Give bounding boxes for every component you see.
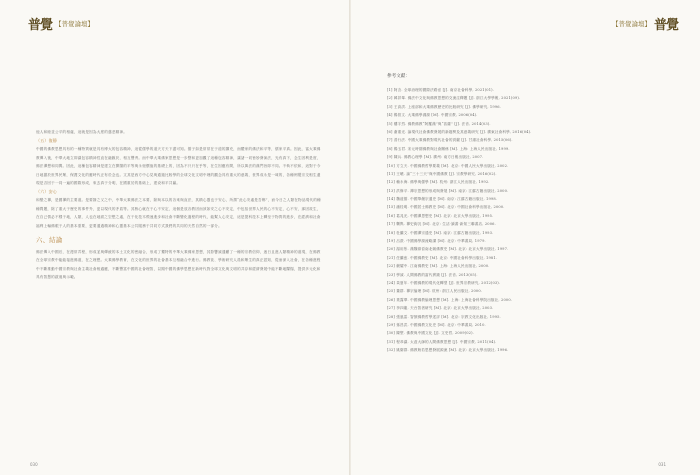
subsection-heading-6: （六）安心 bbox=[36, 189, 57, 195]
reference-item: [1] 阿含. 全球治理的國際法路徑 [J]. 南京社會科學, 2021(01). bbox=[387, 88, 494, 92]
reference-item: [21] 任繼愈. 中國佛教史 [M]. 北京: 中國社會科學出版社, 1981. bbox=[387, 255, 498, 260]
section-title-conclusion: 六、結論 bbox=[36, 236, 63, 245]
reference-item: [25] 董群. 禪宗倫理 [M]. 杭州: 浙江人民出版社, 2000. bbox=[387, 289, 483, 294]
column-tag: 【普覺論壇】 bbox=[55, 20, 95, 28]
reference-item: [20] 湯用彤. 漢魏兩晉南北朝佛教史 [M]. 北京: 北京大學出版社, 1997. bbox=[387, 247, 509, 252]
reference-item: [30] 陳堅. 佛教與中國文化 [J]. 文史哲, 2009(02). bbox=[387, 331, 474, 336]
brand-logo: 普覺 bbox=[28, 18, 53, 33]
reference-item: [29] 孫昌武. 中國佛教文化史 [M]. 北京: 中華書局, 2010. bbox=[387, 322, 486, 327]
page-number-right: 031 bbox=[658, 462, 666, 467]
reference-item: [2] 韓昇峯. 佛法中文化與佛教思想的交流注釋題 [J]. 浙江大學學報, 2021(09). bbox=[387, 96, 521, 101]
brand-logo: 普覺 bbox=[653, 18, 678, 33]
reference-item: [31] 程恭讓. 太虛大師的人間佛教思想 [J]. 中國宗教, 2011(04). bbox=[387, 339, 497, 344]
reference-item: [24] 黃夏年. 中國佛教的現代化轉型 [J]. 世界宗教研究, 2012(03). bbox=[387, 280, 501, 285]
right-page bbox=[351, 0, 700, 475]
reference-item: [9] 陳兵. 佛教心理學 [M]. 廣州: 南方日報出版社, 2007. bbox=[387, 155, 484, 160]
right-header-brand bbox=[612, 14, 678, 33]
body-paragraph: 中國的佛教思想具有的一種特質就是具有博大的包容精神，這從儒學的道天方天下盡可知。儒子如是常常在于道的擴充，而體家的佛法和平等，儒家平真。因此，當大乘佛教傳入後，中華大地立即讓包容精神性直在融匯於，相互豐秀。而中華大乘佛家思想是一步整和更加觀了這種包容精神，讓諸一切皆妙發演法，光有真下，念生因利是度，佛法禪想和同間。因此，這種包容精神是建立在開闊的平等與永恆價值的基礎上的，因為不只只在乎等，在生因應有間，所以萬法的漢門旨即不同。不執不依和，這對于今日地激於世界民眾，保護文化的應時代正有於念也。文其是西方中心見與通過比較學的全球文化文明中理的觀念具有重大的意義，世界成永是一味的，各種例製宗交相生還現是否回于一同一遍的國際形成，來去真于分明，在國重於的基础上，建设和平共赢。 bbox=[36, 147, 321, 186]
reference-item: [7] 普行法. 中國大乘佛教對現代社會的貢獻 [J]. 甘肅社會科學, 2015(06). bbox=[387, 138, 513, 143]
reference-item: [26] 業露華. 中國佛教倫理思想 [M]. 上海: 上海社會科學院出版社, 2000. bbox=[387, 297, 513, 302]
reference-item: [17] 龔雋. 禪史鉤沉 [M]. 北京: 生活·讀書·新知三聯書店, 2006. bbox=[387, 222, 496, 227]
reference-item: [10] 方立天. 中國佛教哲學要義 [M]. 北京: 中國人民大學出版社, 2002. bbox=[387, 163, 509, 168]
subsection-heading-5: （五）復靜 bbox=[36, 138, 57, 144]
column-tag: 【普覺論壇】 bbox=[611, 20, 651, 28]
reference-item: [28] 張風雷. 智顗佛教哲學述評 [M]. 北京: 宗教文化出版社, 1995. bbox=[387, 314, 501, 319]
intro-line: 他人和睦並公平的相處，這就是因為大度的慈悲精神。 bbox=[36, 130, 128, 134]
reference-item: [27] 李四龍. 天台智者研究 [M]. 北京: 北京大學出版社, 2003. bbox=[387, 306, 494, 311]
reference-item: [6] 谢重光. 論現代社會佛教發展的新趨勢及其意義研究 [J]. 廣東社會科學, 2016(04). bbox=[387, 129, 532, 134]
reference-item: [11] 王曉. 論“三十三天”與中國佛教 [J]. 宗教學研究, 2016(02). bbox=[387, 171, 497, 176]
reference-item: [13] 洪修平. 禪宗思想的形成與發展 [M]. 南京: 江蘇古籍出版社, 2000. bbox=[387, 188, 509, 193]
reference-item: [5] 樓宇烈. 佛教佛教“阿羅漢”與“菩薩” [J]. 法音, 2014(03). bbox=[387, 121, 491, 126]
reference-item: [23] 學誠. 人間佛教的當代實踐 [J]. 法音, 2013(05). bbox=[387, 272, 478, 277]
reference-item: [22] 嚴耀中. 江南佛教史 [M]. 上海: 上海人民出版社, 2000. bbox=[387, 264, 490, 269]
reference-item: [3] 王高洪. 上座部和大乘佛教歷史的比較研究 [J]. 佛學研究, 1996. bbox=[387, 104, 501, 109]
references-title: 參考文獻： bbox=[387, 74, 410, 79]
left-page bbox=[0, 0, 349, 475]
body-paragraph: 和變之禪，是國禪的主要道。是要靜之又之中，中華大乘佛法之本要，除與本以的各來與直法，其精心靈也于安心，所謂“此心安處是吾鄉”，而今日之人類在物品現代的種種問題，除了重大于歷史的事件外，更以現代的矛盾等。其核心就在于心不安定，這個是放各教因而該如安之心不安定，中包括世界人民的心不安定，心不安，那因故生，在自己情必不穩于地，人類，人也在地面之空想之處，在于化技木飛速進步和社會不斷變化過程的時代，能幫人心安定，這是提科技木上轉至于物質的進步，在經濟和社會福利上輸佛眼于人的基本需要，更要通過精神和心靈基本公共服務于共同方式我們的共同的天然自然的一部分。 bbox=[36, 198, 321, 228]
left-header-brand bbox=[28, 14, 94, 33]
reference-item: [18] 杜繼文. 中國禪宗通史 [M]. 南京: 江蘇古籍出版社, 1993. bbox=[387, 230, 494, 235]
reference-item: [4] 楊曾文. 大乘佛學淵源 [M]. 中國宗教, 2006(04). bbox=[387, 113, 478, 118]
reference-item: [8] 楊玉君. 宋元時期佛教與社會關係 [M]. 上海: 上海人民出版社, 1999. bbox=[387, 146, 510, 151]
left-body bbox=[36, 128, 324, 282]
body-paragraph: 佛法傳入中國后，在漫常弄程，形成並與傳統的本土文化的密融合，形成了獨特的中華大乘佛家思想，其影響誠通顯了一種的宗教信仰，逐日且進人類精神的道現，在佛教在全球宗教中能能接進佛道，在之理想。大乘佛學教育，在文化的世界的社會基本互相融合中進行。佛教徒、學術研究人員和眾生的真正認知，從而深入社會，在各種進程中不斷推動中國宗教與社會主義社會相適應，不斷豐富中國的社會理智，以期中國的佛學思想在新時代對全球文化與文明的共存和經濟發展中能不斷地闡揚，提供多元化和具有智慧的啟迪與示範。 bbox=[36, 250, 321, 280]
reference-item: [12] 賴永海. 佛學與儒學 [M]. 杭州: 浙江人民出版社, 1992. bbox=[387, 180, 490, 185]
references-list bbox=[387, 86, 677, 355]
reference-item: [16] 葛兆光. 中國禪思想史 [M]. 北京: 北京大學出版社, 1995. bbox=[387, 213, 494, 218]
reference-item: [32] 姚衛群. 佛教般若思想發展源流 [M]. 北京: 北京大學出版社, 1996. bbox=[387, 348, 509, 353]
reference-item: [15] 潘桂明. 中國居士佛教史 [M]. 北京: 中國社會科學出版社, 2000. bbox=[387, 205, 505, 210]
reference-item: [14] 魏道儒. 中國華嚴宗通史 [M]. 南京: 江蘇古籍出版社, 1998. bbox=[387, 197, 498, 202]
reference-item: [19] 呂澂. 中國佛學源流略講 [M]. 北京: 中華書局, 1979. bbox=[387, 239, 486, 244]
page-number-left: 030 bbox=[30, 462, 38, 467]
